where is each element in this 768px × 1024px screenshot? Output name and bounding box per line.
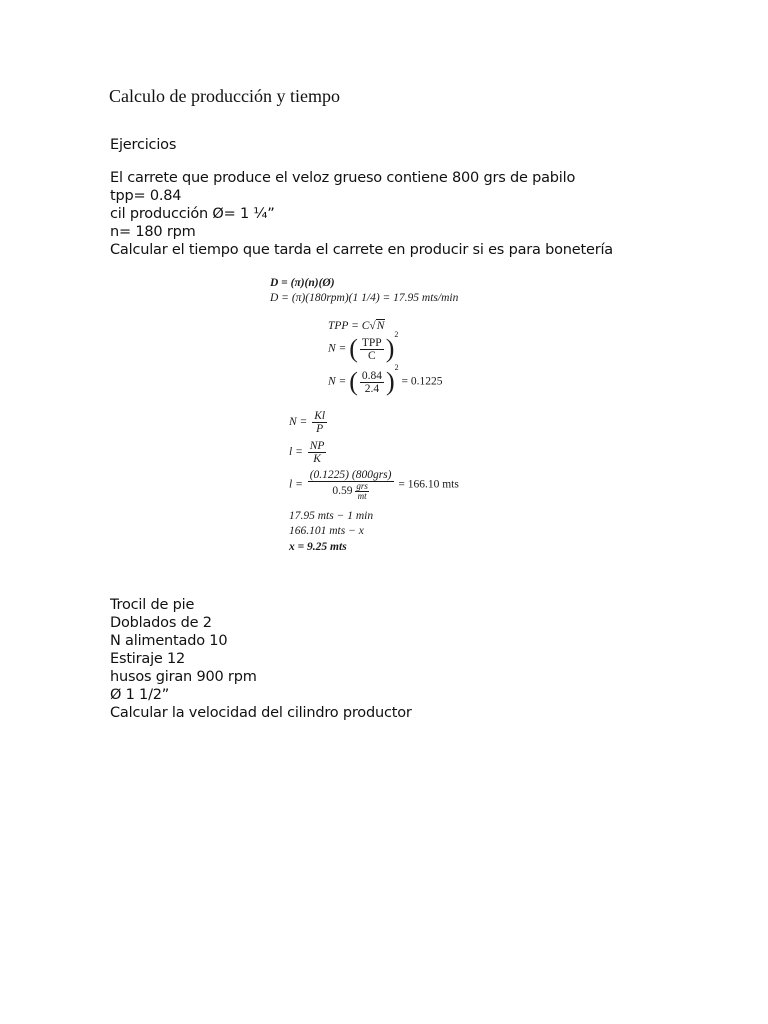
statement-line: Doblados de 2 xyxy=(110,615,212,631)
page-title: Calculo de producción y tiempo xyxy=(109,86,340,106)
statement-line: n= 180 rpm xyxy=(110,224,196,240)
equation-n-kl: N = $\frac{Kl}{P}$ xyxy=(289,410,326,435)
statement-line: Calcular la velocidad del cilindro productor xyxy=(110,705,412,721)
statement-line: tpp= 0.84 xyxy=(110,188,182,204)
exercise-2-statement xyxy=(110,596,412,722)
equation-rule-1: 17.95 mts − 1 min xyxy=(289,510,374,522)
statement-line: cil producción Ø= 1 ¼” xyxy=(110,206,275,222)
equation-rule-2: 166.101 mts − x xyxy=(289,525,364,537)
statement-line: Ø 1 1/2” xyxy=(110,687,170,703)
equation-d2: D = (π)(180rpm)(1 1/4) = 17.95 mts/min xyxy=(270,292,459,304)
equation-l2: l = (0.1225) (800grs) 0.59 $\frac{\text{grs}}{mt}$ = 166.10 mts xyxy=(289,469,459,501)
heading-text: Ejercicios xyxy=(110,137,177,153)
statement-line: husos giran 900 rpm xyxy=(110,669,257,685)
statement-line: N alimentado 10 xyxy=(110,633,228,649)
exercises-heading xyxy=(110,136,176,154)
equation-n2: N = ( $\frac{0.84}{2.4}$ )$^2$ = 0.1225 xyxy=(328,363,443,396)
equation-n1: N = ( $\frac{\text{TPP}}{C}$ )$^2$ xyxy=(328,330,399,363)
statement-line: Estiraje 12 xyxy=(110,651,186,667)
equation-d1: D = (π)(n)(Ø) xyxy=(270,277,335,289)
statement-line: El carrete que produce el veloz grueso contiene 800 grs de pabilo xyxy=(110,170,576,186)
exercise-1-statement xyxy=(110,169,613,259)
equation-l1: l = $\frac{NP}{K}$ xyxy=(289,440,325,465)
equation-tpp: TPP = C√N xyxy=(328,320,385,332)
statement-line: Trocil de pie xyxy=(110,597,195,613)
equation-result: x = 9.25 mts xyxy=(289,541,347,553)
statement-line: Calcular el tiempo que tarda el carrete en producir si es para bonetería xyxy=(110,242,613,258)
